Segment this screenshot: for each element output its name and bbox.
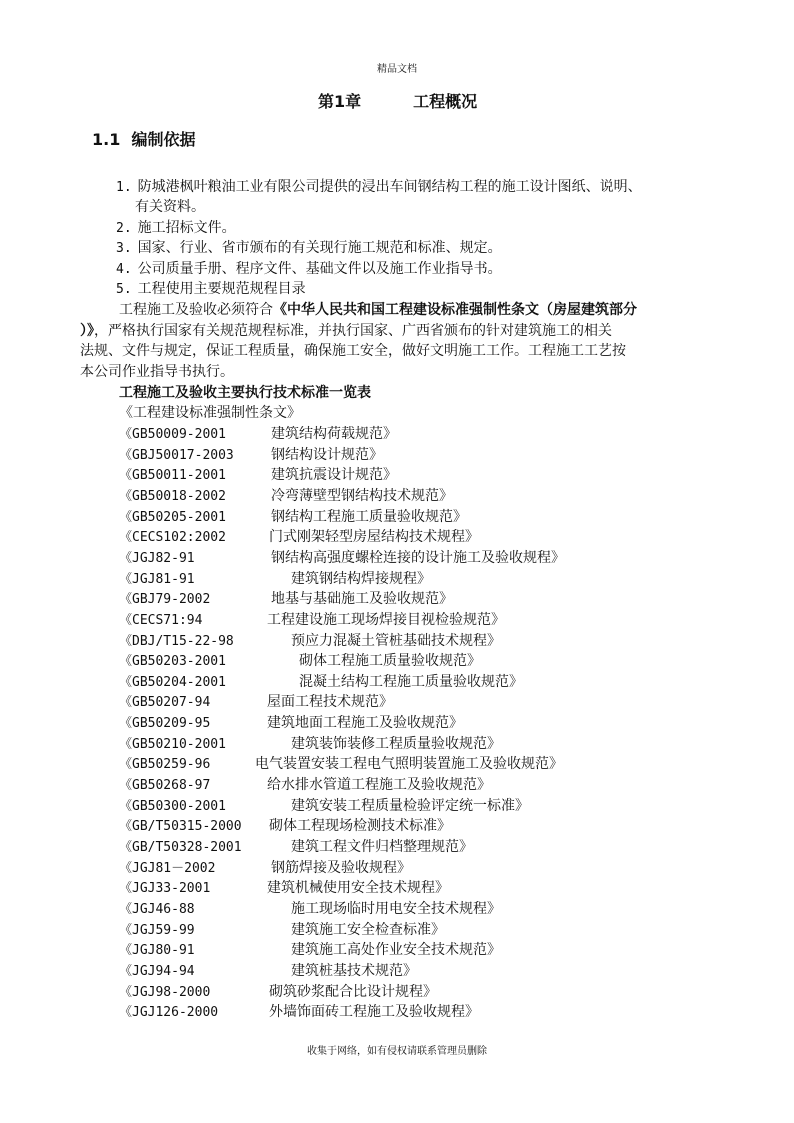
list-item-number: 2.	[116, 221, 132, 236]
standard-name: 建筑装饰装修工程质量验收规范》	[291, 736, 501, 752]
list-item-text: 工程使用主要规范规程目录	[137, 281, 306, 297]
standard-name: 门式刚架轻型房屋结构技术规程》	[269, 529, 479, 545]
standard-row	[119, 650, 679, 670]
standard-row	[119, 526, 679, 546]
paragraph-text: 工程施工及验收必须符合	[119, 302, 273, 318]
standard-name: 冷弯薄壁型钢结构技术规范》	[271, 488, 453, 504]
standard-code: 《GB50209-95	[119, 716, 211, 731]
section-heading	[92, 127, 196, 150]
standard-row	[119, 423, 679, 443]
standard-row	[119, 506, 679, 526]
list-item	[116, 217, 236, 237]
list-item	[116, 278, 306, 298]
standard-name: 建筑安装工程质量检验评定统一标准》	[291, 798, 529, 814]
paragraph-line: 法规、文件与规定，保证工程质量，确保施工安全，做好文明施工工作。工程施工工艺按	[80, 343, 626, 359]
standard-name: 预应力混凝土管桩基础技术规程》	[291, 633, 501, 649]
standard-row	[119, 981, 679, 1001]
standard-name: 给水排水管道工程施工及验收规范》	[267, 777, 491, 793]
standard-title-bold: ）》	[80, 323, 94, 339]
standard-name: 砌体工程现场检测技术标准》	[269, 818, 451, 834]
list-item-number: 1.	[116, 180, 132, 195]
standard-code: 《GB50009-2001	[119, 427, 226, 442]
paragraph-text: ，严格执行国家有关规范规程标准，并执行国家、广西省颁布的针对建筑施工的相关	[94, 323, 612, 339]
list-item	[116, 176, 642, 196]
standard-name: 钢结构高强度螺栓连接的设计施工及验收规程》	[271, 550, 565, 566]
standard-row	[119, 464, 679, 484]
standard-row	[119, 836, 679, 856]
paragraph-line	[80, 320, 612, 340]
standard-code: 《GB50011-2001	[119, 468, 226, 483]
table-title: 工程施工及验收主要执行技术标准一览表	[119, 385, 371, 401]
standard-code: 《GBJ79-2002	[119, 592, 211, 607]
list-item-text: 防城港枫叶粮油工业有限公司提供的浸出车间钢结构工程的施工设计图纸、说明、	[137, 179, 642, 195]
standard-name: 钢结构设计规范》	[271, 447, 383, 463]
standard-code: 《GB/T50328-2001	[119, 840, 242, 855]
list-item-text: 公司质量手册、程序文件、基础文件以及施工作业指导书。	[137, 261, 502, 277]
standard-row	[119, 671, 679, 691]
standard-row	[119, 939, 679, 959]
standard-code: 《GB50268-97	[119, 778, 211, 793]
list-item-number: 4.	[116, 262, 132, 277]
standard-code: 《GB50203-2001	[119, 654, 226, 669]
standard-code: 《JGJ98-2000	[119, 985, 211, 1000]
standard-code: 《JGJ46-88	[119, 902, 195, 917]
standards-header: 《工程建设标准强制性条文》	[119, 405, 301, 421]
standard-name: 钢筋焊接及验收规程》	[271, 860, 411, 876]
standard-row	[119, 919, 679, 939]
paragraph-line	[119, 299, 637, 319]
standard-name: 建筑工程文件归档整理规范》	[291, 839, 473, 855]
list-item	[116, 258, 502, 278]
standard-row	[119, 857, 679, 877]
standard-code: 《JGJ126-2000	[119, 1005, 219, 1020]
standard-code: 《GB50018-2002	[119, 489, 226, 504]
standard-name: 砌筑砂浆配合比设计规程》	[269, 984, 437, 1000]
section-number: 1.1	[92, 130, 121, 149]
standard-code: 《GB50259-96	[119, 757, 211, 772]
standard-row	[119, 547, 679, 567]
standard-row	[119, 485, 679, 505]
chapter-heading	[318, 89, 477, 112]
standard-row	[119, 960, 679, 980]
standard-row	[119, 815, 679, 835]
standard-code: 《JGJ94-94	[119, 964, 195, 979]
standard-name: 建筑施工高处作业安全技术规范》	[291, 942, 501, 958]
standard-name: 地基与基础施工及验收规范》	[271, 591, 453, 607]
standard-code: 《GB50205-2001	[119, 510, 226, 525]
standard-code: 《GB50204-2001	[119, 675, 226, 690]
standard-name: 工程建设施工现场焊接目视检验规范》	[267, 612, 505, 628]
paragraph-line: 本公司作业指导书执行。	[80, 364, 234, 380]
standard-row	[119, 444, 679, 464]
standard-code: 《CECS71:94	[119, 613, 203, 628]
standard-code: 《JGJ33-2001	[119, 881, 211, 896]
chapter-number: 第1章	[318, 92, 362, 111]
standard-code: 《JGJ59-99	[119, 923, 195, 938]
standard-code: 《DBJ/T15-22-98	[119, 634, 234, 649]
standard-name: 钢结构工程施工质量验收规范》	[271, 509, 467, 525]
standard-code: 《GB/T50315-2000	[119, 819, 242, 834]
standard-code: 《GB50210-2001	[119, 737, 226, 752]
standard-name: 施工现场临时用电安全技术规程》	[291, 901, 501, 917]
page-header: 精品文档	[377, 64, 417, 75]
standard-row	[119, 795, 679, 815]
section-title: 编制依据	[131, 130, 196, 149]
standard-code: 《GB50300-2001	[119, 799, 226, 814]
standard-row	[119, 898, 679, 918]
standard-code: 《JGJ82-91	[119, 551, 195, 566]
standard-row	[119, 568, 679, 588]
chapter-title: 工程概况	[413, 92, 478, 111]
list-item-text: 施工招标文件。	[137, 220, 236, 236]
standard-code: 《JGJ81-91	[119, 572, 195, 587]
standard-code: 《CECS102:2002	[119, 530, 226, 545]
list-item-number: 3.	[116, 241, 132, 256]
standard-name: 外墙饰面砖工程施工及验收规程》	[269, 1004, 479, 1020]
standard-row	[119, 712, 679, 732]
standard-code: 《JGJ80-91	[119, 943, 195, 958]
standard-row	[119, 691, 679, 711]
standard-title-bold: 《中华人民共和国工程建设标准强制性条文（房屋建筑部分	[273, 302, 637, 318]
standard-name: 建筑抗震设计规范》	[271, 467, 397, 483]
standard-name: 建筑钢结构焊接规程》	[291, 571, 431, 587]
standard-name: 混凝土结构工程施工质量验收规范》	[299, 674, 523, 690]
list-item-text: 国家、行业、省市颁布的有关现行施工规范和标准、规定。	[137, 240, 502, 256]
standard-code: 《JGJ81－2002	[119, 861, 216, 876]
standard-name: 建筑机械使用安全技术规程》	[267, 880, 449, 896]
standard-row	[119, 733, 679, 753]
standard-row	[119, 630, 679, 650]
standard-row	[119, 774, 679, 794]
standard-row	[119, 1001, 679, 1021]
standard-row	[119, 588, 679, 608]
standard-code: 《GBJ50017-2003	[119, 448, 234, 463]
standard-row	[119, 877, 679, 897]
standard-name: 屋面工程技术规范》	[267, 694, 393, 710]
list-item	[116, 237, 502, 257]
standard-name: 建筑桩基技术规范》	[291, 963, 417, 979]
list-item-continuation: 有关资料。	[135, 199, 205, 215]
standard-name: 砌体工程施工质量验收规范》	[299, 653, 481, 669]
standard-name: 电气装置安装工程电气照明装置施工及验收规范》	[255, 756, 563, 772]
standard-name: 建筑地面工程施工及验收规范》	[267, 715, 463, 731]
standard-code: 《GB50207-94	[119, 695, 211, 710]
standard-name: 建筑施工安全检查标准》	[291, 922, 445, 938]
page-footer: 收集于网络，如有侵权请联系管理员删除	[307, 1046, 487, 1057]
list-item-number: 5.	[116, 282, 132, 297]
standard-name: 建筑结构荷载规范》	[271, 426, 397, 442]
standard-row	[119, 753, 679, 773]
standard-row	[119, 609, 679, 629]
